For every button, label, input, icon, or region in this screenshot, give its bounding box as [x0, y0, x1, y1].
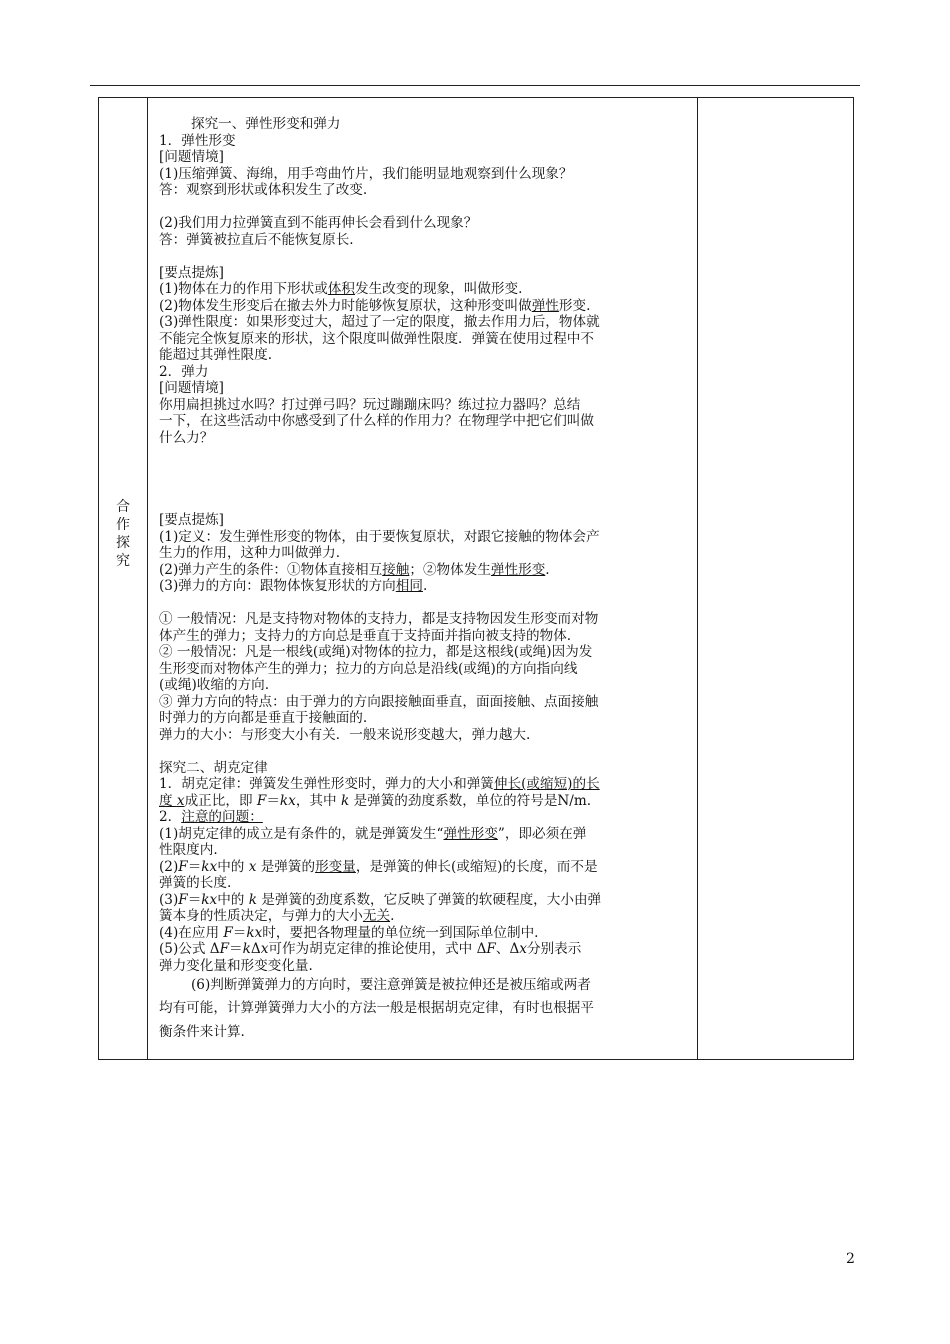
direction: (3)弹力的方向：跟物体恢复形状的方向相同. — [159, 578, 428, 594]
header-rule — [90, 85, 860, 86]
question-scenario-heading: [问题情境] — [159, 149, 224, 165]
magnitude: 弹力的大小：与形变大小有关．一般来说形变越大，弹力越大. — [159, 726, 531, 743]
case-2-line-1: ② 一般情况：凡是一根线(或绳)对物体的拉力，都是这根线(或绳)因为发 — [159, 644, 593, 660]
note-5-line-1: (5)公式 ΔF＝kΔx可作为胡克定律的推论使用，式中 ΔF、Δx分别表示 — [159, 941, 582, 957]
note-1-line-1: (1)胡克定律的成立是有条件的，就是弹簧发生“弹性形变”，即必须在弹 — [159, 825, 587, 842]
heading-elastic-force: 2．弹力 — [159, 363, 209, 380]
case-3-line-1: ③ 弹力方向的特点：由于弹力的方向跟接触面垂直，面面接触、点面接触 — [159, 693, 599, 710]
key-point-1: (1)物体在力的作用下形状或体积发生改变的现象，叫做形变. — [159, 281, 523, 297]
note-3-line-1: (3)F＝kx中的 k 是弹簧的劲度系数，它反映了弹簧的软硬程度，大小由弹 — [159, 891, 602, 908]
note-1-line-2: 性限度内. — [159, 842, 218, 858]
label-char: 合 — [116, 499, 130, 515]
inquiry-1-title: 探究一、弹性形变和弹力 — [191, 116, 341, 132]
key-point-3-line-2: 不能完全恢复原来的形状，这个限度叫做弹性限度．弹簧在使用过程中不 — [159, 330, 594, 347]
key-point-2: (2)物体发生形变后在撤去外力时能够恢复原状，这种形变叫做弹性形变. — [159, 297, 591, 314]
note-6-line-3: 衡条件来计算. — [159, 1024, 245, 1040]
key-point-3-line-3: 能超过其弹性限度. — [159, 347, 273, 363]
answer-1: 答：观察到形状或体积发生了改变. — [159, 182, 368, 198]
lesson-content — [159, 116, 693, 1044]
note-4: (4)在应用 F＝kx时，要把各物理量的单位统一到国际单位制中. — [159, 924, 539, 941]
answer-2: 答：弹簧被拉直后不能恢复原长. — [159, 231, 354, 248]
question-2: (2)我们用力拉弹簧直到不能再伸长会看到什么现象？ — [159, 215, 478, 231]
heading-elastic-deformation: 1．弹性形变 — [159, 132, 236, 149]
note-3-line-2: 簧本身的性质决定，与弹力的大小无关. — [159, 908, 395, 924]
case-3-line-2: 时弹力的方向都是垂直于接触面的. — [159, 710, 368, 726]
note-5-line-2: 弹力变化量和形变变化量. — [159, 957, 313, 974]
case-2-line-2: 生形变而对物体产生的弹力；拉力的方向总是沿线(或绳)的方向指向线 — [159, 660, 578, 677]
lesson-table — [98, 97, 854, 1060]
question-3-line-2: 一下，在这些活动中你感受到了什么样的作用力？在物理学中把它们叫做 — [159, 413, 594, 429]
key-points-heading: [要点提炼] — [159, 264, 224, 281]
page-number: 2 — [846, 1251, 855, 1267]
definition-line-1: (1)定义：发生弹性形变的物体，由于要恢复原状，对跟它接触的物体会产 — [159, 528, 600, 545]
notes-heading: 2．注意的问题： — [159, 809, 263, 825]
case-1-line-2: 体产生的弹力；支持力的方向总是垂直于支持面并指向被支持的物体. — [159, 627, 572, 644]
case-1-line-1: ① 一般情况：凡是支持物对物体的支持力，都是支持物因发生形变而对物 — [159, 611, 599, 627]
label-char: 究 — [116, 553, 130, 569]
note-2-line-1: (2)F＝kx中的 x 是弹簧的形变量，是弹簧的伸长(或缩短)的长度，而不是 — [159, 858, 598, 875]
column-divider — [147, 98, 148, 1059]
key-point-3-line-1: (3)弹性限度：如果形变过大，超过了一定的限度，撤去作用力后，物体就 — [159, 314, 600, 330]
note-2-line-2: 弹簧的长度. — [159, 875, 232, 891]
case-2-line-3: (或绳)收缩的方向. — [159, 677, 270, 693]
question-1: (1)压缩弹簧、海绵，用手弯曲竹片，我们能明显地观察到什么现象？ — [159, 165, 573, 182]
section-label-cooperative-inquiry — [99, 498, 147, 570]
hooke-law-line-2: 度 x成正比，即 F＝kx，其中 k 是弹簧的劲度系数，单位的符号是N/m. — [159, 792, 592, 809]
note-6-line-1: (6)判断弹簧弹力的方向时，要注意弹簧是被拉伸还是被压缩或两者 — [191, 977, 591, 993]
inquiry-2-title: 探究二、胡克定律 — [159, 759, 268, 776]
hooke-law-line-1: 1．胡克定律：弹簧发生弹性形变时，弹力的大小和弹簧伸长(或缩短)的长 — [159, 776, 600, 792]
question-3-line-1: 你用扁担挑过水吗？打过弹弓吗？玩过蹦蹦床吗？练过拉力器吗？总结 — [159, 396, 581, 413]
label-char: 作 — [116, 517, 130, 533]
question-scenario-heading-2: [问题情境] — [159, 380, 224, 396]
conditions: (2)弹力产生的条件：①物体直接相互接触；②物体发生弹性形变. — [159, 561, 550, 578]
definition-line-2: 生力的作用，这种力叫做弹力. — [159, 545, 341, 561]
key-points-heading-2: [要点提炼] — [159, 512, 224, 528]
label-char: 探 — [116, 535, 130, 551]
question-3-line-3: 什么力？ — [159, 429, 214, 446]
note-6-line-2: 均有可能，计算弹簧弹力大小的方法一般是根据胡克定律，有时也根据平 — [159, 1000, 594, 1016]
column-divider — [697, 98, 698, 1059]
